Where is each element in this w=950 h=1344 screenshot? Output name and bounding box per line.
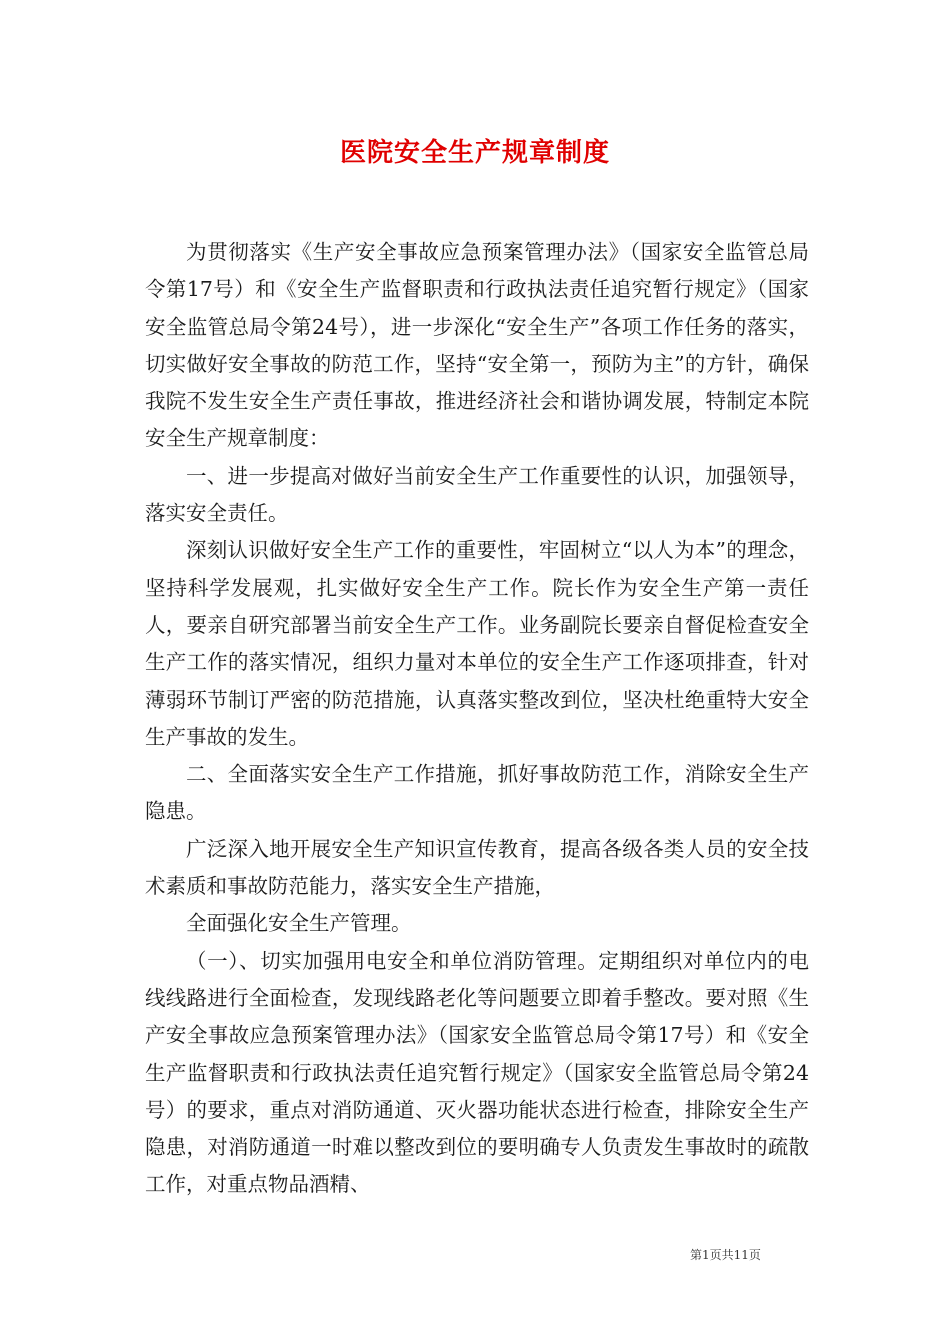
paragraph-section-1-body: 深刻认识做好安全生产工作的重要性，牢固树立“以人为本”的理念，坚持科学发展观，扎实做好安全生产工作。院长作为安全生产第一责任人，要亲自研究部署当前安全生产工作。业务副院长要亲自督促检查安全生产工作的落实情况，组织力量对本单位的安全生产工作逐项排查，针对薄弱环节制订严密的防范措施，认真落实整改到位，坚决杜绝重特大安全生产事故的发生。 bbox=[145, 538, 809, 749]
paragraph-section-1-heading: 一、进一步提高对做好当前安全生产工作重要性的认识，加强领导，落实安全责任。 bbox=[145, 463, 809, 526]
document-title: 医院安全生产规章制度 bbox=[339, 138, 610, 168]
page-number-footer: 第1页共11页 bbox=[690, 1248, 761, 1262]
paragraph-section-2-heading: 二、全面落实安全生产工作措施，抓好事故防范工作，消除安全生产隐患。 bbox=[145, 762, 809, 824]
paragraph-section-2-body-cont: 全面强化安全生产管理。 bbox=[186, 911, 412, 936]
document-body bbox=[145, 234, 809, 1204]
paragraph-section-2-body: 广泛深入地开展安全生产知识宣传教育，提高各级各类人员的安全技术素质和事故防范能力，落实安全生产措施， bbox=[145, 836, 809, 899]
paragraph-subsection-1: （一）、切实加强用电安全和单位消防管理。定期组织对单位内的电线线路进行全面检查，发现线路老化等问题要立即着手整改。要对照《生产安全事故应急预案管理办法》（国家安全监管总局令第17号）和《安全生产监督职责和行政执法责任追究暂行规定》（国家安全监管总局令第24号）的要求，重点对消防通道、灭火器功能状态进行检查，排除安全生产隐患，对消防通道一时难以整改到位的要明确专人负责发生事故时的疏散工作，对重点物品酒精、 bbox=[145, 948, 809, 1197]
paragraph-intro: 为贯彻落实《生产安全事故应急预案管理办法》（国家安全监管总局令第17号）和《安全生产监督职责和行政执法责任追究暂行规定》（国家安全监管总局令第24号），进一步深化“安全生产”各项工作任务的落实，切实做好安全事故的防范工作，坚持“安全第一，预防为主”的方针，确保我院不发生安全生产责任事故，推进经济社会和谐协调发展，特制定本院安全生产规章制度： bbox=[145, 240, 809, 451]
